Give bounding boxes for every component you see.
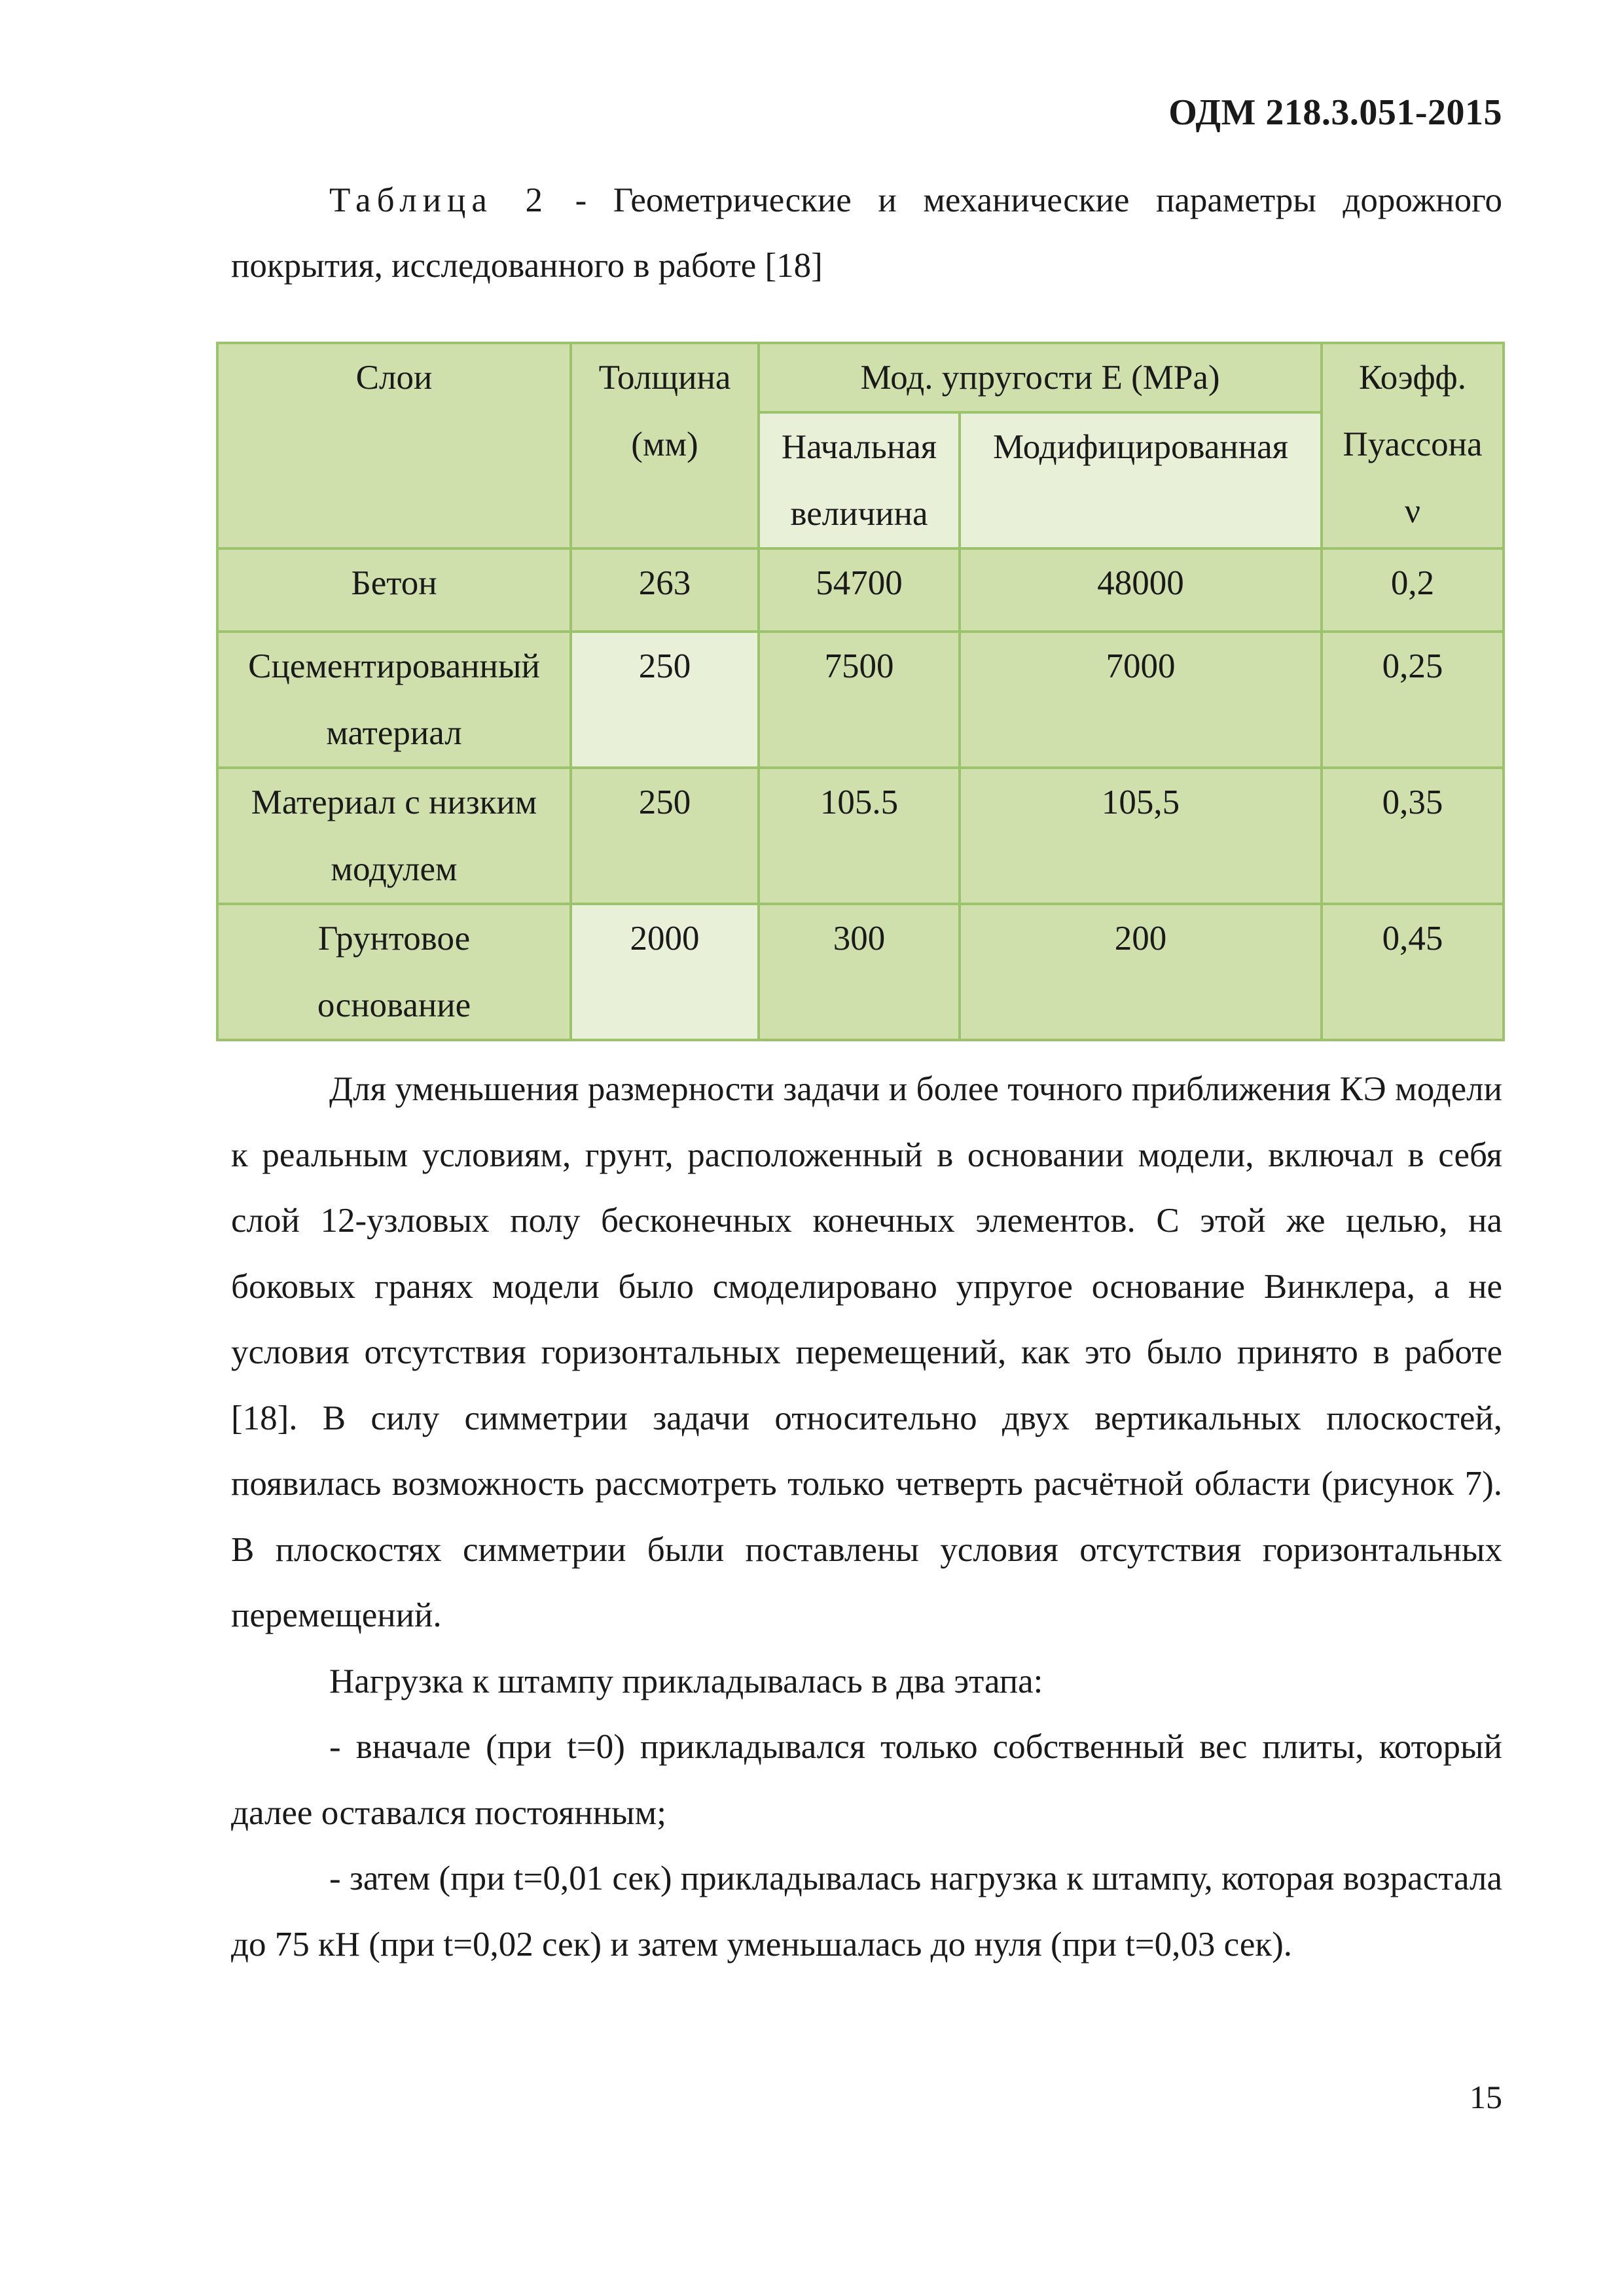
header-poisson: Коэфф. Пуассона ν xyxy=(1322,343,1504,548)
page-number: 15 xyxy=(1470,2079,1502,2115)
parameters-table xyxy=(216,342,1505,1041)
table-caption-text: - Геометрические и механические параметры дорожного покрытия, исследованного в работе [18] xyxy=(231,181,1502,285)
cell-modified: 105,5 xyxy=(960,768,1322,904)
body-text xyxy=(231,1056,1502,1977)
cell-poisson: 0,45 xyxy=(1322,904,1504,1040)
paragraph: - вначале (при t=0) прикладывался только собственный вес плиты, который далее оставался постоянным; xyxy=(231,1728,1502,1832)
table-header-row xyxy=(217,343,1504,412)
cell-modified: 200 xyxy=(960,904,1322,1040)
cell-modified: 48000 xyxy=(960,548,1322,632)
cell-thickness: 250 xyxy=(571,632,759,768)
table-row xyxy=(217,548,1504,632)
cell-modified: 7000 xyxy=(960,632,1322,768)
header-thickness: Толщина (мм) xyxy=(571,343,759,548)
cell-initial: 105.5 xyxy=(759,768,960,904)
table-row xyxy=(217,768,1504,904)
table-caption-label: Таблица 2 xyxy=(329,181,549,219)
paragraph: Для уменьшения размерности задачи и более точного приближения КЭ модели к реальным условиям, грунт, расположенный в основании модели, включал в себя слой 12-узловых полу бесконечных конечных элементов. С этой же целью, на боковых гранях модели было смоделировано упругое основание Винклера, а не условия отсутствия горизонтальных перемещений, как это было принято в работе [18]. В силу симметрии задачи относительно двух вертикальных плоскостей, появилась возможность рассмотреть только четверть расчётной области (рисунок 7). В плоскостях симметрии были поставлены условия отсутствия горизонтальных перемещений. xyxy=(231,1070,1502,1634)
cell-poisson: 0,2 xyxy=(1322,548,1504,632)
cell-thickness: 263 xyxy=(571,548,759,632)
header-modified-value: Модифицированная xyxy=(960,412,1322,548)
cell-layer: Бетон xyxy=(217,548,571,632)
cell-thickness: 2000 xyxy=(571,904,759,1040)
table-row xyxy=(217,632,1504,768)
document-code: ОДМ 218.3.051-2015 xyxy=(1168,92,1502,133)
cell-layer: Грунтовое основание xyxy=(217,904,571,1040)
cell-poisson: 0,35 xyxy=(1322,768,1504,904)
header-initial-value: Начальная величина xyxy=(759,412,960,548)
header-modulus: Мод. упругости E (MPa) xyxy=(759,343,1322,412)
paragraph: Нагрузка к штампу прикладывалась в два этапа: xyxy=(329,1662,1043,1700)
table-row xyxy=(217,904,1504,1040)
cell-layer: Материал с низким модулем xyxy=(217,768,571,904)
table-caption xyxy=(231,168,1502,298)
cell-poisson: 0,25 xyxy=(1322,632,1504,768)
paragraph: - затем (при t=0,01 сек) прикладывалась нагрузка к штампу, которая возрастала до 75 кН (при t=0,02 сек) и затем уменьшалась до нуля (при t=0,03 сек). xyxy=(231,1859,1502,1964)
cell-initial: 7500 xyxy=(759,632,960,768)
header-layers: Слои xyxy=(217,343,571,548)
cell-initial: 300 xyxy=(759,904,960,1040)
cell-layer: Сцементированный материал xyxy=(217,632,571,768)
cell-thickness: 250 xyxy=(571,768,759,904)
cell-initial: 54700 xyxy=(759,548,960,632)
